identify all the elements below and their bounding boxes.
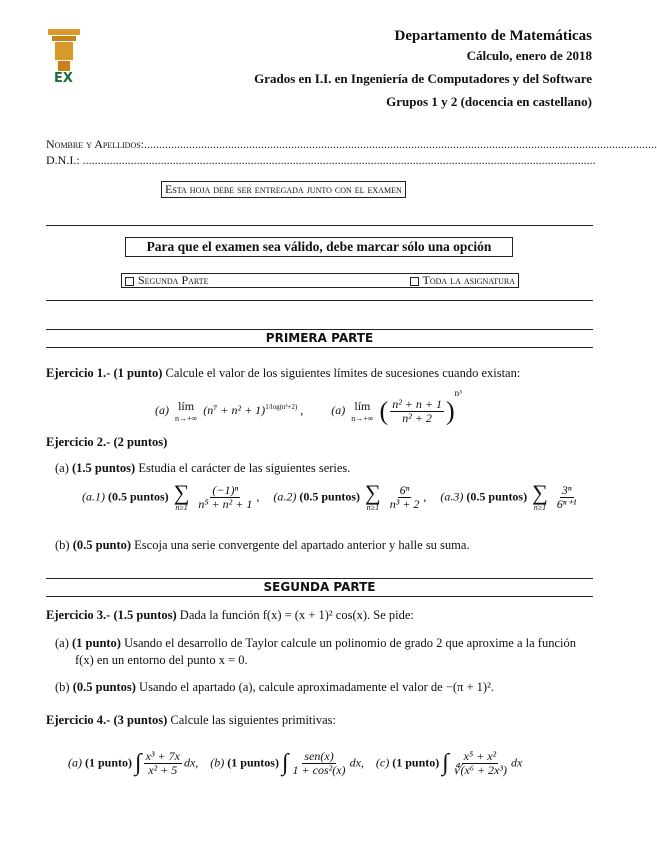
checkbox-toda[interactable] — [410, 277, 419, 286]
notice-box: Esta hoja debe ser entregada junto con el examen — [161, 181, 406, 198]
exercise-2: Ejercicio 2.- (2 puntos) — [46, 435, 168, 449]
exercise-2a: (a) (1.5 puntos) Estudia el carácter de las siguientes series. — [55, 461, 351, 475]
course-date: Cálculo, enero de 2018 — [466, 48, 592, 63]
exercise-1: Ejercicio 1.- (1 punto) Calcule el valor de los siguientes límites de sucesiones cuando existan: — [46, 366, 521, 380]
logo-text: EX — [54, 71, 73, 86]
divider — [46, 300, 593, 301]
section-primera-parte: PRIMERA PARTE — [46, 329, 593, 348]
exercise-3a: (a) (1 punto) Usando el desarrollo de Taylor calcule un polinomio de grado 2 que aproxime a la función — [55, 636, 576, 650]
exercise-3: Ejercicio 3.- (1.5 puntos) Dada la función f(x) = (x + 1)² cos(x). Se pide: — [46, 608, 414, 622]
dni-label: D.N.I.: — [46, 153, 80, 167]
choice-title: Para que el examen sea válido, debe marcar sólo una opción — [125, 237, 513, 257]
exercise-1-limits: (a) lím n→+∞ $(n^7 + n^2 + 1)^{1/log(n^3+2)}$ , (a) lím n→+∞ ( $\frac{\text{n² + n + 1}}{\text{n² + 2}}$ )$^{n^3}$ — [155, 388, 462, 426]
exercise-4-integrals: (a) (1 punto) ∫ $\frac{\text{x³ + 7x}}{\text{x² + 5}}$ dx, (b) (1 puntos) ∫ $\frac{\text{sen(x)}}{\text{1 + cos²(x)}}$ dx, (c) (1 punto) ∫ $\frac{\text{x⁵ + x²}}{\text{∜(x⁶ + 2x³)}}$ dx — [68, 749, 523, 777]
section-segunda-parte: SEGUNDA PARTE — [46, 578, 593, 597]
name-field[interactable] — [46, 137, 657, 152]
name-dots: ........................................................................................................................................................................... — [144, 137, 657, 151]
department-title: Departamento de Matemáticas — [394, 28, 592, 44]
option-segunda-parte[interactable]: Segunda Parte — [125, 274, 209, 287]
name-label: Nombre y Apellidos: — [46, 137, 145, 151]
dni-field[interactable] — [46, 153, 596, 168]
dni-dots: ........................................................................................................................................................................... — [82, 153, 596, 167]
exercise-2-series: (a.1) (0.5 puntos) ∑ n≥1 $\frac{\text{(−1)ⁿ}}{\text{n⁵ + n² + 1}}$ , (a.2) (0.5 puntos) ∑ n≥1 $\frac{\text{6ⁿ}}{\text{n³ + 2}}$ , (a.3) (0.5 puntos) ∑ n≥1 $\frac{\text{3ⁿ}}{\text{6ⁿ⁺¹}}$ — [82, 480, 577, 512]
groups-line: Grupos 1 y 2 (docencia en castellano) — [386, 94, 592, 109]
exercise-4: Ejercicio 4.- (3 puntos) Calcule las siguientes primitivas: — [46, 713, 337, 727]
checkbox-segunda[interactable] — [125, 277, 134, 286]
divider — [46, 225, 593, 226]
degrees-line: Grados en I.I. en Ingeniería de Computadores y del Software — [254, 71, 592, 86]
choice-options — [121, 273, 519, 288]
exercise-2b: (b) (0.5 punto) Escoja una serie convergente del apartado anterior y halle su suma. — [55, 538, 470, 552]
exercise-3a-cont: f(x) en un entorno del punto x = 0. — [75, 653, 248, 667]
exercise-3b: (b) (0.5 puntos) Usando el apartado (a), calcule aproximadamente el valor de −(π + 1)². — [55, 680, 494, 694]
option-toda-asignatura[interactable]: Toda la asignatura — [410, 274, 515, 287]
university-logo — [46, 27, 82, 89]
